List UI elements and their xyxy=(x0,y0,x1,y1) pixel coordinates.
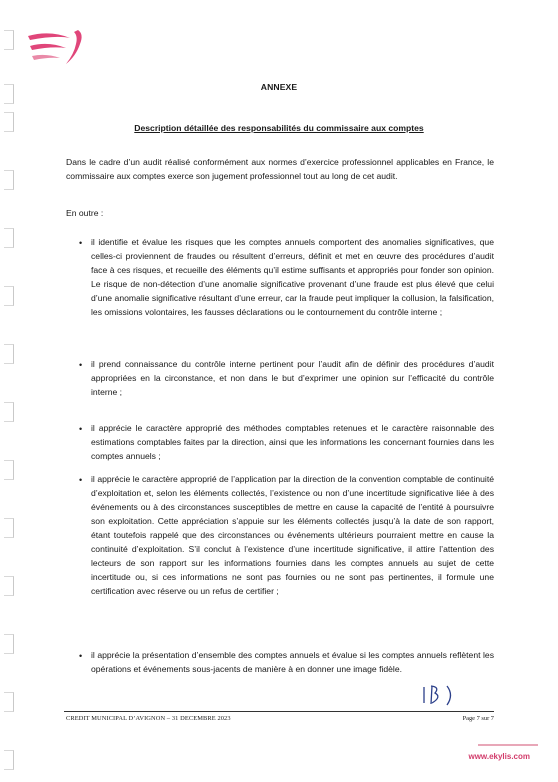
handwritten-initials xyxy=(420,683,460,707)
list-item-text: il apprécie le caractère approprié de l’application par la direction de la convention comptable de continuité d’exploitation et, selon les éléments collectés, l’existence ou non d’une incertitude significative liée à des événements ou à des circonstances susceptibles de mettre en cause la capacité de l’entité à poursuivre son exploitation. Cette appréciation s’appuie sur les éléments collectés jusqu’à la date de son rapport, étant toutefois rappelé que des circonstances ou événements ultérieurs pourraient mettre en cause la continuité d’exploitation. S’il conclut à l’existence d’une incertitude significative, il attire l’attention des lecteurs de son rapport sur les informations fournies dans les comptes annuels au sujet de cette incertitude ou, si ces informations ne sont pas fournies ou ne sont pas pertinentes, il formule une certification avec réserve ou un refus de certifier ; xyxy=(91,474,494,596)
bullet-icon: • xyxy=(79,424,83,434)
list-item-text: il apprécie le caractère approprié des méthodes comptables retenues et le caractère raisonnable des estimations comptables faites par la direction, ainsi que les informations les concernant fournies dans les comptes annuels ; xyxy=(91,423,494,461)
list-item xyxy=(66,648,494,676)
list-item-text: il prend connaissance du contrôle interne pertinent pour l’audit afin de définir des procédures d’audit appropriées en la circonstance, et non dans le but d’exprimer une opinion sur l’efficacité du contrôle interne ; xyxy=(91,359,494,397)
list-item-text: il apprécie la présentation d’ensemble des comptes annuels et évalue si les comptes annuels reflètent les opérations et événements sous-jacents de manière à en donner une image fidèle. xyxy=(91,650,494,674)
footer-company: CREDIT MUNICIPAL D’AVIGNON – 31 DECEMBRE 2023 xyxy=(66,715,231,722)
brand-divider xyxy=(478,744,538,746)
footer-divider xyxy=(64,711,494,712)
company-logo xyxy=(26,26,88,70)
list-item xyxy=(66,357,494,421)
page-heading: ANNEXE xyxy=(260,82,298,92)
website-link[interactable]: www.ekylis.com xyxy=(468,752,530,761)
list-item xyxy=(66,421,494,472)
list-item xyxy=(66,235,494,357)
list-item-text: il identifie et évalue les risques que les comptes annuels comportent des anomalies significatives, que celles-ci proviennent de fraudes ou résultent d’erreurs, définit et met en œuvre des procédures d’audit face à ces risques, et recueille des éléments qu’il estime suffisants et appropriés pour fonder son opinion. Le risque de non-détection d’une anomalie significative provenant d’une fraude est plus élevé que celui d’une anomalie significative résultant d’une erreur, car la fraude peut impliquer la collusion, la falsification, les omissions volontaires, les fausses déclarations ou le contournement du contrôle interne ; xyxy=(91,237,494,317)
footer-page-number: Page 7 sur 7 xyxy=(462,715,494,722)
en-outre-label: En outre : xyxy=(66,208,104,218)
bullet-icon: • xyxy=(79,360,83,370)
bullet-icon: • xyxy=(79,238,83,248)
section-subtitle: Description détaillée des responsabilités du commissaire aux comptes xyxy=(134,123,424,133)
binding-marks xyxy=(4,30,16,770)
responsibilities-list xyxy=(66,235,494,676)
bullet-icon: • xyxy=(79,475,83,485)
list-item xyxy=(66,472,494,648)
bullet-icon: • xyxy=(79,651,83,661)
intro-paragraph: Dans le cadre d’un audit réalisé conformément aux normes d’exercice professionnel applicables en France, le commissaire aux comptes exerce son jugement professionnel tout au long de cet audit. xyxy=(66,157,494,181)
